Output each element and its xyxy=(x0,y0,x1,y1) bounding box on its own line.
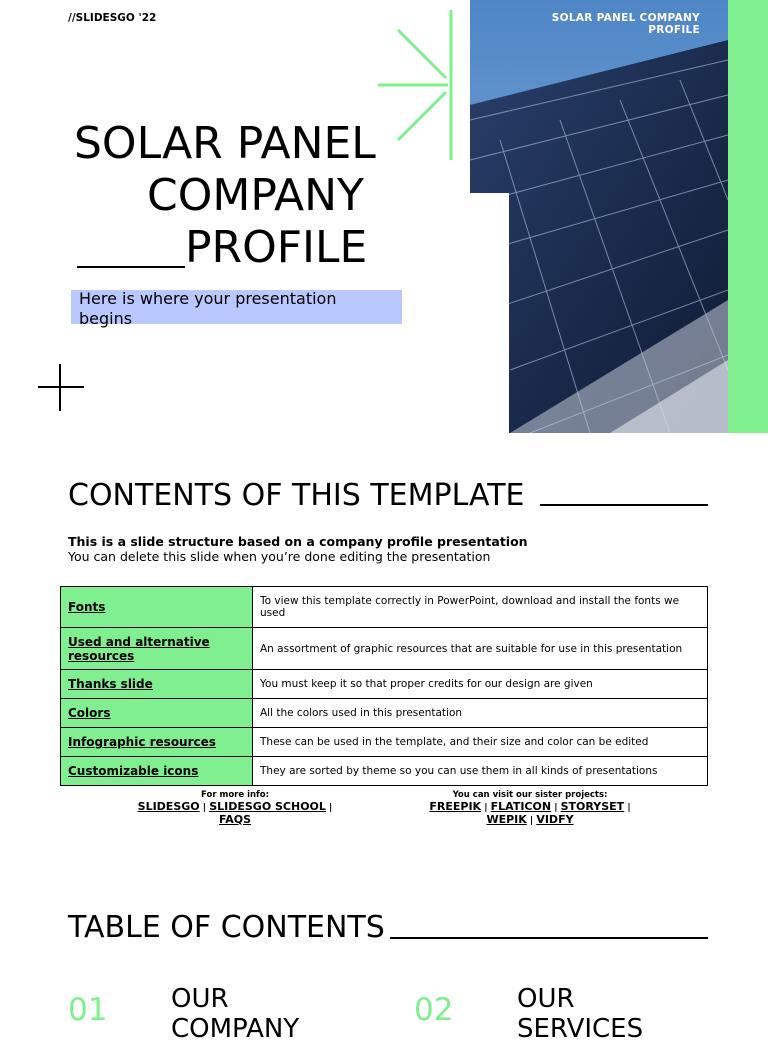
table-row xyxy=(61,728,708,757)
corner-title: SOLAR PANEL COMPANY PROFILE xyxy=(551,12,700,36)
title-line-3: PROFILE xyxy=(74,222,404,274)
plus-icon-bar xyxy=(38,386,84,388)
toc-title: TABLE OF CONTENTS xyxy=(68,910,385,945)
resource-description: To view this template correctly in PowerPoint, download and install the fonts we used xyxy=(253,587,708,628)
more-info-title: For more info: xyxy=(201,790,269,800)
title-line-1: SOLAR PANEL xyxy=(74,118,376,169)
resource-link-fonts[interactable]: Fonts xyxy=(61,587,253,628)
toc-underline xyxy=(390,937,708,939)
more-info-block: For more info: SLIDESGO | SLIDESGO SCHOOL | FAQS xyxy=(120,789,350,827)
resource-description: These can be used in the template, and their size and color can be edited xyxy=(253,728,708,757)
link-slidesgo-school[interactable]: SLIDESGO SCHOOL xyxy=(209,800,326,813)
resource-link-resources[interactable]: Used and alternative resources xyxy=(61,628,253,670)
resources-table xyxy=(60,586,708,786)
contents-title: CONTENTS OF THIS TEMPLATE xyxy=(68,478,525,513)
subtitle: Here is where your presentation begins xyxy=(79,289,337,328)
resource-link-infographic[interactable]: Infographic resources xyxy=(61,728,253,757)
title-line-2: COMPANY xyxy=(147,170,364,221)
resource-description: All the colors used in this presentation xyxy=(253,699,708,728)
link-flaticon[interactable]: FLATICON xyxy=(490,800,552,813)
link-storyset[interactable]: STORYSET xyxy=(560,800,625,813)
link-vidfy[interactable]: VIDFY xyxy=(536,813,574,826)
section-number: 01 xyxy=(68,992,108,1028)
description: You can delete this slide when you’re done editing the presentation xyxy=(68,549,491,564)
solar-panel-image xyxy=(470,0,728,433)
section-title: OUR SERVICES xyxy=(517,984,644,1044)
link-faqs[interactable]: FAQS xyxy=(218,813,252,826)
table-row xyxy=(61,670,708,699)
section-title: OUR COMPANY xyxy=(171,984,300,1044)
brand-label: //SLIDESGO '22 xyxy=(68,12,157,24)
title-underline xyxy=(540,504,708,506)
table-row xyxy=(61,699,708,728)
link-wepik[interactable]: WEPIK xyxy=(486,813,527,826)
green-accent-strip xyxy=(728,0,768,433)
main-title xyxy=(74,118,404,274)
resource-description: You must keep it so that proper credits for our design are given xyxy=(253,670,708,699)
section-number: 02 xyxy=(414,992,454,1028)
link-slidesgo[interactable]: SLIDESGO xyxy=(137,800,200,813)
resource-link-icons[interactable]: Customizable icons xyxy=(61,757,253,786)
table-row xyxy=(61,757,708,786)
table-row xyxy=(61,628,708,670)
sister-projects-title: You can visit our sister projects: xyxy=(452,790,608,800)
resource-description: They are sorted by theme so you can use them in all kinds of presentations xyxy=(253,757,708,786)
resource-link-thanks[interactable]: Thanks slide xyxy=(61,670,253,699)
solar-panel-photo xyxy=(470,0,728,433)
description-bold: This is a slide structure based on a company profile presentation xyxy=(68,534,528,549)
table-row xyxy=(61,587,708,628)
sister-projects-block: You can visit our sister projects: FREEPIK | FLATICON | STORYSET | WEPIK | VIDFY xyxy=(410,789,650,827)
link-freepik[interactable]: FREEPIK xyxy=(429,800,482,813)
resource-link-colors[interactable]: Colors xyxy=(61,699,253,728)
resource-description: An assortment of graphic resources that are suitable for use in this presentation xyxy=(253,628,708,670)
